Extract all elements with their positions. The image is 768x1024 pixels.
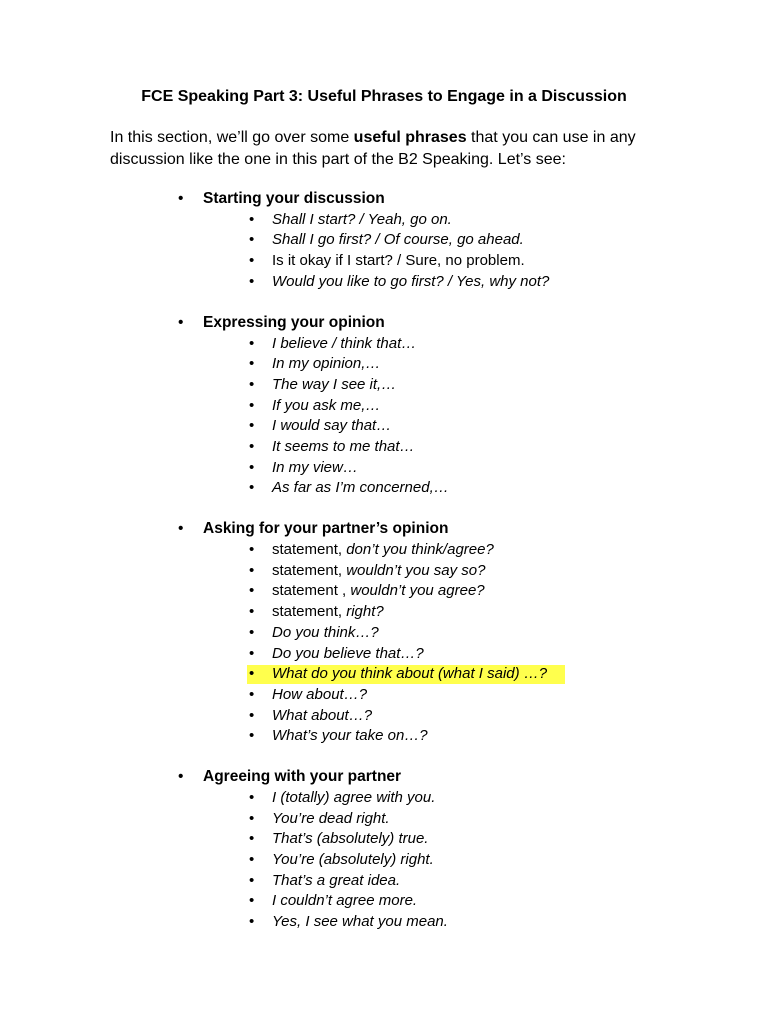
bullet-icon: • [178, 520, 184, 538]
list-item-text [272, 479, 449, 496]
list-item-text [272, 417, 391, 434]
list-item-text [272, 789, 435, 806]
list-item-text-part: Shall I start? / Yeah, go on. [272, 210, 452, 228]
section-heading-text: Asking for your partner’s opinion [203, 520, 449, 538]
list-item-text [272, 273, 549, 290]
list-item-text [272, 335, 416, 352]
list-item-text-part: Shall I go first? / Of course, go ahead. [272, 231, 524, 249]
section-3 [0, 767, 768, 933]
list-item [0, 540, 768, 561]
section-0 [0, 189, 768, 292]
section-2 [0, 519, 768, 747]
list-item-text-part: The way I see it,… [272, 375, 397, 393]
list-item [0, 561, 768, 582]
section-heading [0, 519, 768, 540]
list-item [0, 375, 768, 396]
intro-bold-phrase: useful phrases [353, 129, 467, 146]
bullet-icon: • [249, 892, 255, 910]
section-heading [0, 313, 768, 334]
list-item [0, 829, 768, 850]
bullet-icon: • [249, 830, 255, 848]
list-item [0, 706, 768, 727]
list-item-text-part: How about…? [272, 685, 368, 703]
list-item-text [272, 438, 415, 455]
list-item [0, 871, 768, 892]
bullet-icon: • [249, 851, 255, 869]
list-item [0, 809, 768, 830]
list-item [0, 912, 768, 933]
bullet-icon: • [249, 541, 255, 559]
list-item [0, 272, 768, 293]
bullet-icon: • [249, 210, 255, 228]
bullet-icon: • [249, 334, 255, 352]
list-item [0, 230, 768, 251]
bullet-icon: • [249, 706, 255, 724]
bullet-icon: • [178, 190, 184, 207]
list-item-text-part: statement, [272, 603, 347, 621]
list-item-text [272, 252, 525, 269]
list-item-text-part: wouldn’t you say so? [346, 561, 486, 579]
list-item-text-part: Do you think…? [272, 623, 379, 641]
list-item-text-part: Is it okay if I start? / Sure, no problem. [272, 252, 525, 270]
list-item-text-part: Would you like to go first? / Yes, why not? [272, 272, 550, 290]
list-item-text [272, 872, 400, 889]
list-item-text [272, 913, 448, 930]
list-item [0, 602, 768, 623]
list-item-text-part: statement, [272, 541, 347, 559]
list-item-text [272, 665, 547, 682]
bullet-icon: • [249, 417, 255, 435]
bullet-icon: • [249, 396, 255, 414]
list-item-text [272, 892, 417, 909]
list-item [0, 334, 768, 355]
section-heading-text: Agreeing with your partner [203, 768, 402, 786]
list-item-text [272, 830, 428, 847]
list-item-text-part: What do you think about (what I said) …? [272, 665, 548, 683]
bullet-icon: • [249, 809, 255, 827]
list-item-text-part: What’s your take on…? [272, 727, 428, 745]
list-item [0, 458, 768, 479]
bullet-icon: • [249, 479, 255, 497]
list-item-text-part: I (totally) agree with you. [272, 789, 436, 807]
list-item-text-part: It seems to me that… [272, 437, 415, 455]
bullet-icon: • [249, 561, 255, 579]
section-heading-text: Expressing your opinion [203, 313, 385, 331]
list-item-text-part: That’s a great idea. [272, 871, 401, 889]
list-item-text [272, 376, 396, 393]
list-item-text-part: I couldn’t agree more. [272, 892, 418, 910]
list-item-text [272, 211, 452, 228]
list-item-text [272, 810, 390, 827]
bullet-icon: • [249, 685, 255, 703]
list-item-text-part: Yes, I see what you mean. [272, 913, 448, 931]
bullet-icon: • [249, 272, 255, 290]
page-title: FCE Speaking Part 3: Useful Phrases to Engage in a Discussion [141, 88, 627, 105]
list-item-text [272, 603, 384, 620]
list-item-text-part: I believe / think that… [272, 334, 417, 352]
list-item [0, 251, 768, 272]
list-item [0, 850, 768, 871]
bullet-icon: • [178, 313, 184, 331]
list-item-text [272, 582, 485, 599]
list-item-text [272, 231, 524, 248]
bullet-icon: • [249, 665, 255, 683]
list-item-text-part: You’re dead right. [272, 809, 390, 827]
list-item [0, 478, 768, 499]
list-item [0, 210, 768, 231]
section-1 [0, 313, 768, 499]
list-item [0, 644, 768, 665]
bullet-icon: • [249, 458, 255, 476]
list-item-text [272, 645, 424, 662]
intro-text-before: In this section, we’ll go over some [110, 129, 354, 146]
list-item-text [272, 355, 380, 372]
list-item-text [272, 624, 379, 641]
intro-text-after: that you can use in any discussion like the one in this part of the B2 Speaking. Let’s see: [110, 129, 636, 168]
bullet-icon: • [249, 355, 255, 373]
list-item-text-part: That’s (absolutely) true. [272, 830, 429, 848]
bullet-icon: • [249, 871, 255, 889]
intro-paragraph [110, 127, 670, 171]
bullet-icon: • [249, 644, 255, 662]
list-item [0, 685, 768, 706]
list-item [0, 396, 768, 417]
section-heading [0, 189, 768, 210]
list-item-text [272, 707, 372, 724]
list-item-text-part: In my opinion,… [272, 355, 381, 373]
bullet-icon: • [249, 252, 255, 270]
list-item [0, 416, 768, 437]
section-heading [0, 767, 768, 788]
list-item-text-part: If you ask me,… [272, 396, 381, 414]
list-item [0, 354, 768, 375]
list-item-text-part: Do you believe that…? [272, 644, 424, 662]
list-item-text [272, 459, 358, 476]
list-item-text-part: don’t you think/agree? [346, 541, 494, 559]
list-item-text [272, 686, 367, 703]
phrase-sections [0, 189, 768, 953]
list-item-text [272, 541, 494, 558]
list-item [0, 437, 768, 458]
bullet-icon: • [178, 768, 184, 786]
list-item-text [272, 562, 485, 579]
list-item-text-part: statement, [272, 561, 347, 579]
bullet-icon: • [249, 727, 255, 745]
list-item-text-part: You’re (absolutely) right. [272, 851, 434, 869]
list-item-text [272, 397, 380, 414]
bullet-icon: • [249, 789, 255, 807]
list-item [0, 891, 768, 912]
list-item [0, 581, 768, 602]
bullet-icon: • [249, 913, 255, 931]
list-item-text-part: statement , [272, 582, 351, 600]
bullet-icon: • [249, 375, 255, 393]
list-item-text [272, 851, 434, 868]
bullet-icon: • [249, 582, 255, 600]
bullet-icon: • [249, 231, 255, 249]
bullet-icon: • [249, 603, 255, 621]
list-item-text-part: What about…? [272, 706, 373, 724]
list-item [0, 788, 768, 809]
list-item-text-part: right? [346, 603, 384, 621]
list-item-text-part: wouldn’t you agree? [350, 582, 485, 600]
list-item-text-part: I would say that… [272, 417, 392, 435]
bullet-icon: • [249, 437, 255, 455]
list-item [0, 726, 768, 747]
list-item-text-part: As far as I’m concerned,… [272, 479, 449, 497]
list-item-text [272, 727, 428, 744]
list-item-text-part: In my view… [272, 458, 358, 476]
bullet-icon: • [249, 623, 255, 641]
list-item [0, 664, 768, 685]
section-heading-text: Starting your discussion [203, 190, 385, 207]
list-item [0, 623, 768, 644]
